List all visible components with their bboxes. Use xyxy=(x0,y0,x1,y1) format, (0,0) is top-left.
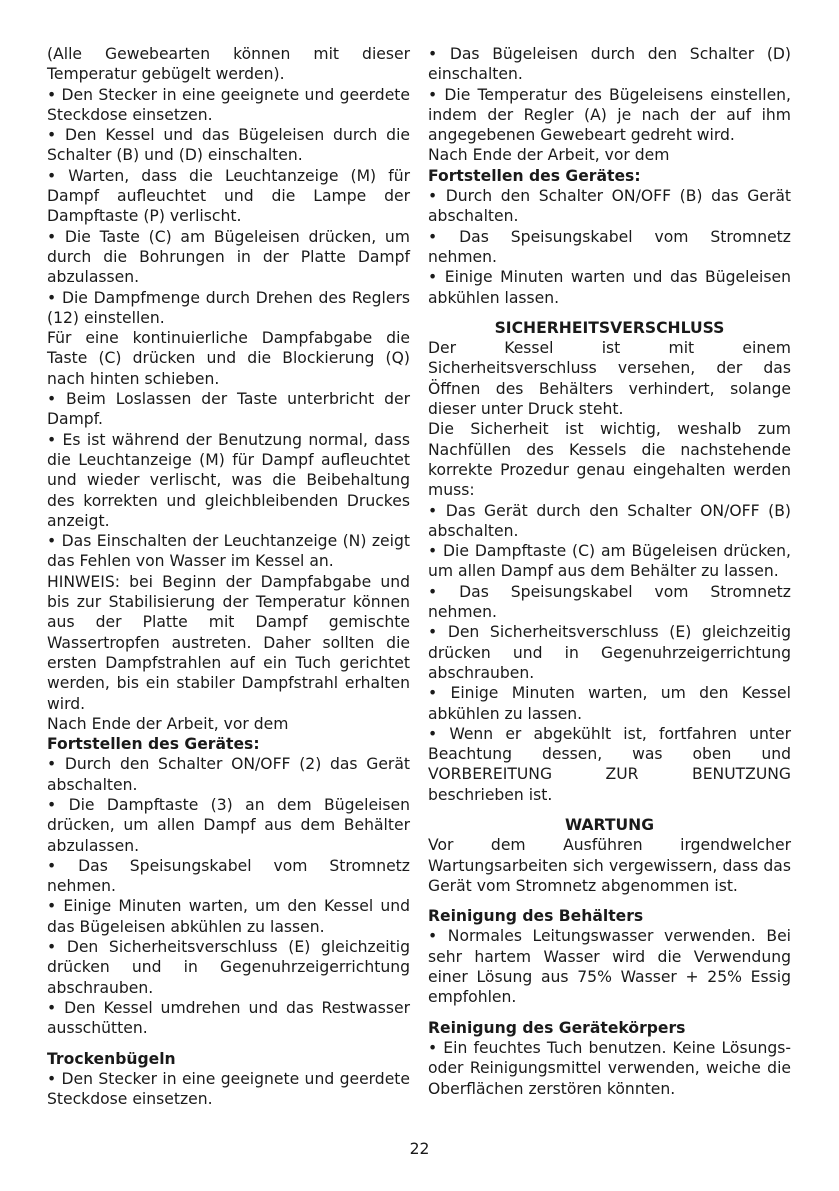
bullet-item: • Ein feuchtes Tuch benutzen. Keine Lösungs- oder Reinigungsmittel verwenden, weiche die Oberflächen zerstören könnten. xyxy=(428,1038,791,1098)
right-column xyxy=(428,44,791,1099)
bullet-item: • Warten, dass die Leuchtanzeige (M) für Dampf aufleuchtet und die Lampe der Dampftaste (P) verlischt. xyxy=(47,166,410,226)
bullet-item: • Einige Minuten warten, um den Kessel und das Bügeleisen abkühlen zu lassen. xyxy=(47,897,410,936)
bullet-item: • Den Stecker in eine geeignete und geerdete Steckdose einsetzen. xyxy=(47,85,410,124)
left-column xyxy=(47,44,410,1109)
subheading: Fortstellen des Gerätes: xyxy=(428,166,641,185)
bullet-item: • Den Sicherheitsverschluss (E) gleichzeitig drücken und in Gegenuhrzeigerrichtung abschrauben. xyxy=(47,938,410,997)
bullet-item: • Durch den Schalter ON/OFF (B) das Gerät abschalten. xyxy=(428,187,791,226)
subheading: Reinigung des Behälters xyxy=(428,907,644,926)
section-heading: Trockenbügeln xyxy=(47,1049,176,1068)
bullet-item: • Das Speisungskabel vom Stromnetz nehmen. xyxy=(428,582,791,622)
subheading: Fortstellen des Gerätes: xyxy=(47,735,260,754)
bullet-item: • Den Stecker in eine geeignete und geerdete Steckdose einsetzen. xyxy=(47,1069,410,1109)
bullet-item: • Normales Leitungswasser verwenden. Bei sehr hartem Wasser wird die Verwendung einer Lösung aus 75% Wasser + 25% Essig empfohlen. xyxy=(428,927,791,1007)
bullet-item: • Das Speisungskabel vom Stromnetz nehmen. xyxy=(428,227,791,266)
paragraph: Die Sicherheit ist wichtig, weshalb zum Nachfüllen des Kessels die nachstehende korrekte Prozedur genau eingehalten werden muss: xyxy=(428,420,791,500)
bullet-item: • Den Sicherheitsverschluss (E) gleichzeitig drücken und in Gegenuhrzeigerrichtung abschrauben. xyxy=(428,623,791,682)
bullet-item: • Die Temperatur des Bügeleisens einstellen, indem der Regler (A) je nach der auf ihm angegebenen Gewebeart gedreht wird. xyxy=(428,85,791,145)
bullet-item: • Durch den Schalter ON/OFF (2) das Gerät abschalten. xyxy=(47,755,410,794)
bullet-item: • Die Dampfmenge durch Drehen des Reglers (12) einstellen. xyxy=(47,288,410,327)
bullet-item: • Das Speisungskabel vom Stromnetz nehmen. xyxy=(47,856,410,896)
section-heading: SICHERHEITSVERSCHLUSS xyxy=(494,318,725,337)
bullet-item: • Den Kessel umdrehen und das Restwasser ausschütten. xyxy=(47,998,410,1038)
page-number: 22 xyxy=(409,1140,430,1158)
paragraph: Nach Ende der Arbeit, vor dem xyxy=(428,146,670,165)
note-paragraph: HINWEIS: bei Beginn der Dampfabgabe und bis zur Stabilisierung der Temperatur können aus der Platte mit Dampf gemischte Wassertropfen austreten. Daher sollten die ersten Dampfstrahlen auf ein Tuch gerichtet werden, bis ein stabiler Dampfstrahl erhalten wird. xyxy=(47,572,410,713)
bullet-item: • Die Dampftaste (3) an dem Bügeleisen drücken, um allen Dampf aus dem Behälter abzulassen. xyxy=(47,795,410,855)
bullet-item: • Es ist während der Benutzung normal, dass die Leuchtanzeige (M) für Dampf aufleuchtet und wieder verlischt, was die Beibehaltung des korrekten und gleichbleibenden Druckes anzeigt. xyxy=(47,430,410,530)
paragraph: Vor dem Ausführen irgendwelcher Wartungsarbeiten sich vergewissern, dass das Gerät vom Stromnetz abgenommen ist. xyxy=(428,836,791,895)
bullet-item: • Die Dampftaste (C) am Bügeleisen drücken, um allen Dampf aus dem Behälter zu lassen. xyxy=(428,542,791,581)
bullet-item: • Die Taste (C) am Bügeleisen drücken, um durch die Bohrungen in der Platte Dampf abzulassen. xyxy=(47,227,410,287)
bullet-item: • Das Einschalten der Leuchtanzeige (N) zeigt das Fehlen von Wasser im Kessel an. xyxy=(47,532,410,571)
section-heading: WARTUNG xyxy=(564,815,655,834)
bullet-item: • Einige Minuten warten und das Bügeleisen abkühlen lassen. xyxy=(428,268,791,307)
subheading: Reinigung des Gerätekörpers xyxy=(428,1018,686,1037)
bullet-item: • Das Bügeleisen durch den Schalter (D) einschalten. xyxy=(428,45,791,84)
bullet-item: • Einige Minuten warten, um den Kessel abkühlen zu lassen. xyxy=(428,684,791,723)
paragraph: Nach Ende der Arbeit, vor dem xyxy=(47,714,289,733)
paragraph: Für eine kontinuierliche Dampfabgabe die Taste (C) drücken und die Blockierung (Q) nach hinten schieben. xyxy=(47,329,410,388)
bullet-item: • Beim Loslassen der Taste unterbricht der Dampf. xyxy=(47,390,410,429)
bullet-item: • Das Gerät durch den Schalter ON/OFF (B) abschalten. xyxy=(428,501,791,540)
paragraph: (Alle Gewebearten können mit dieser Temperatur gebügelt werden). xyxy=(47,45,410,84)
bullet-item: • Den Kessel und das Bügeleisen durch die Schalter (B) und (D) einschalten. xyxy=(47,126,410,165)
paragraph: Der Kessel ist mit einem Sicherheitsverschluss versehen, der das Öffnen des Behälters verhindert, solange dieser unter Druck steht. xyxy=(428,339,791,419)
bullet-item: • Wenn er abgekühlt ist, fortfahren unter Beachtung dessen, was oben und VORBEREITUNG ZUR BENUTZUNG beschrieben ist. xyxy=(428,724,791,804)
